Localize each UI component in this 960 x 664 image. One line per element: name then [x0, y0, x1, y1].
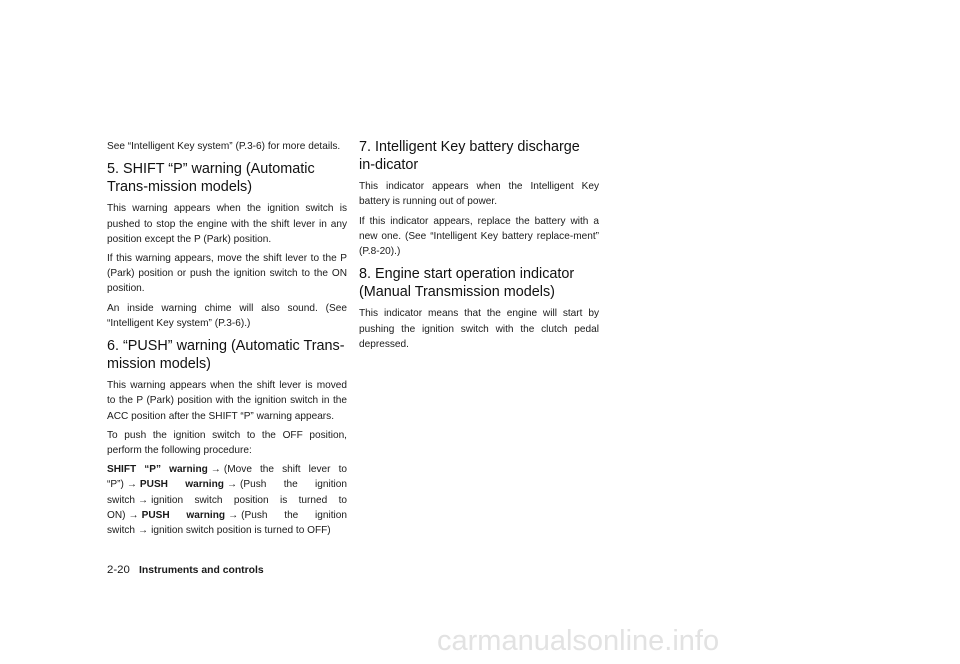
section6-heading: 6. “PUSH” warning (Automatic Trans-mission models): [107, 338, 345, 372]
procedure-step4-note: (Push the ignition switch: [107, 509, 348, 537]
arrow-right-icon: →: [226, 479, 238, 491]
procedure-step2-note: (Push the ignition switch: [107, 479, 348, 506]
procedure-step2-label: PUSH warning: [139, 479, 224, 491]
section5-paragraph-1: This warning appears when the ignition switch is pushed to stop the engine with the shift lever in any position except the P (Park) position.: [107, 203, 347, 245]
footer-section-title: Instruments and controls: [138, 565, 264, 576]
arrow-right-icon: →: [128, 509, 139, 521]
left-column: [107, 139, 347, 542]
arrow-right-icon: →: [138, 525, 149, 537]
intro-paragraph: See “Intelligent Key system” (P.3-6) for more details.: [107, 141, 341, 152]
section6-procedure: [107, 462, 347, 538]
page-number: 2-20: [107, 564, 130, 576]
arrow-right-icon: →: [228, 509, 239, 521]
procedure-step3: ignition switch position is turned to ON): [107, 494, 347, 521]
section8-paragraph-1: This indicator means that the engine will start by pushing the ignition switch with the clutch pedal depressed.: [359, 308, 599, 350]
procedure-step1-note: (Move the shift lever to “P”): [107, 464, 347, 491]
page-footer: [107, 563, 264, 578]
section5-heading: 5. SHIFT “P” warning (Automatic Trans-mission models): [107, 161, 315, 195]
procedure-step5: ignition switch position is turned to OFF): [151, 525, 331, 537]
arrow-right-icon: →: [210, 464, 221, 476]
section6-paragraph-1: This warning appears when the shift lever is moved to the P (Park) position with the ignition switch in the ACC position after the SHIFT “P” warning appears.: [107, 380, 347, 422]
section6-paragraph-2: To push the ignition switch to the OFF position, perform the following procedure:: [107, 429, 347, 457]
arrow-right-icon: →: [138, 494, 149, 506]
section7-heading: 7. Intelligent Key battery discharge in-dicator: [359, 139, 580, 173]
section7-paragraph-1: This indicator appears when the Intelligent Key battery is running out of power.: [359, 181, 599, 208]
arrow-right-icon: →: [126, 479, 137, 491]
procedure-step4-label: PUSH warning: [141, 509, 226, 521]
right-column: [359, 139, 599, 356]
watermark-text: carmanualsonline.info: [437, 625, 720, 657]
section5-paragraph-2: If this warning appears, move the shift lever to the P (Park) position or push the ignition switch to the ON position.: [107, 253, 347, 295]
section8-heading: 8. Engine start operation indicator (Manual Transmission models): [359, 266, 575, 300]
section5-paragraph-3: An inside warning chime will also sound. (See “Intelligent Key system” (P.3-6).): [107, 302, 347, 329]
section7-paragraph-2: If this indicator appears, replace the battery with a new one. (See “Intelligent Key battery replace-ment” (P.8-20).): [359, 215, 599, 257]
procedure-step1-label: SHIFT “P” warning: [107, 464, 208, 476]
